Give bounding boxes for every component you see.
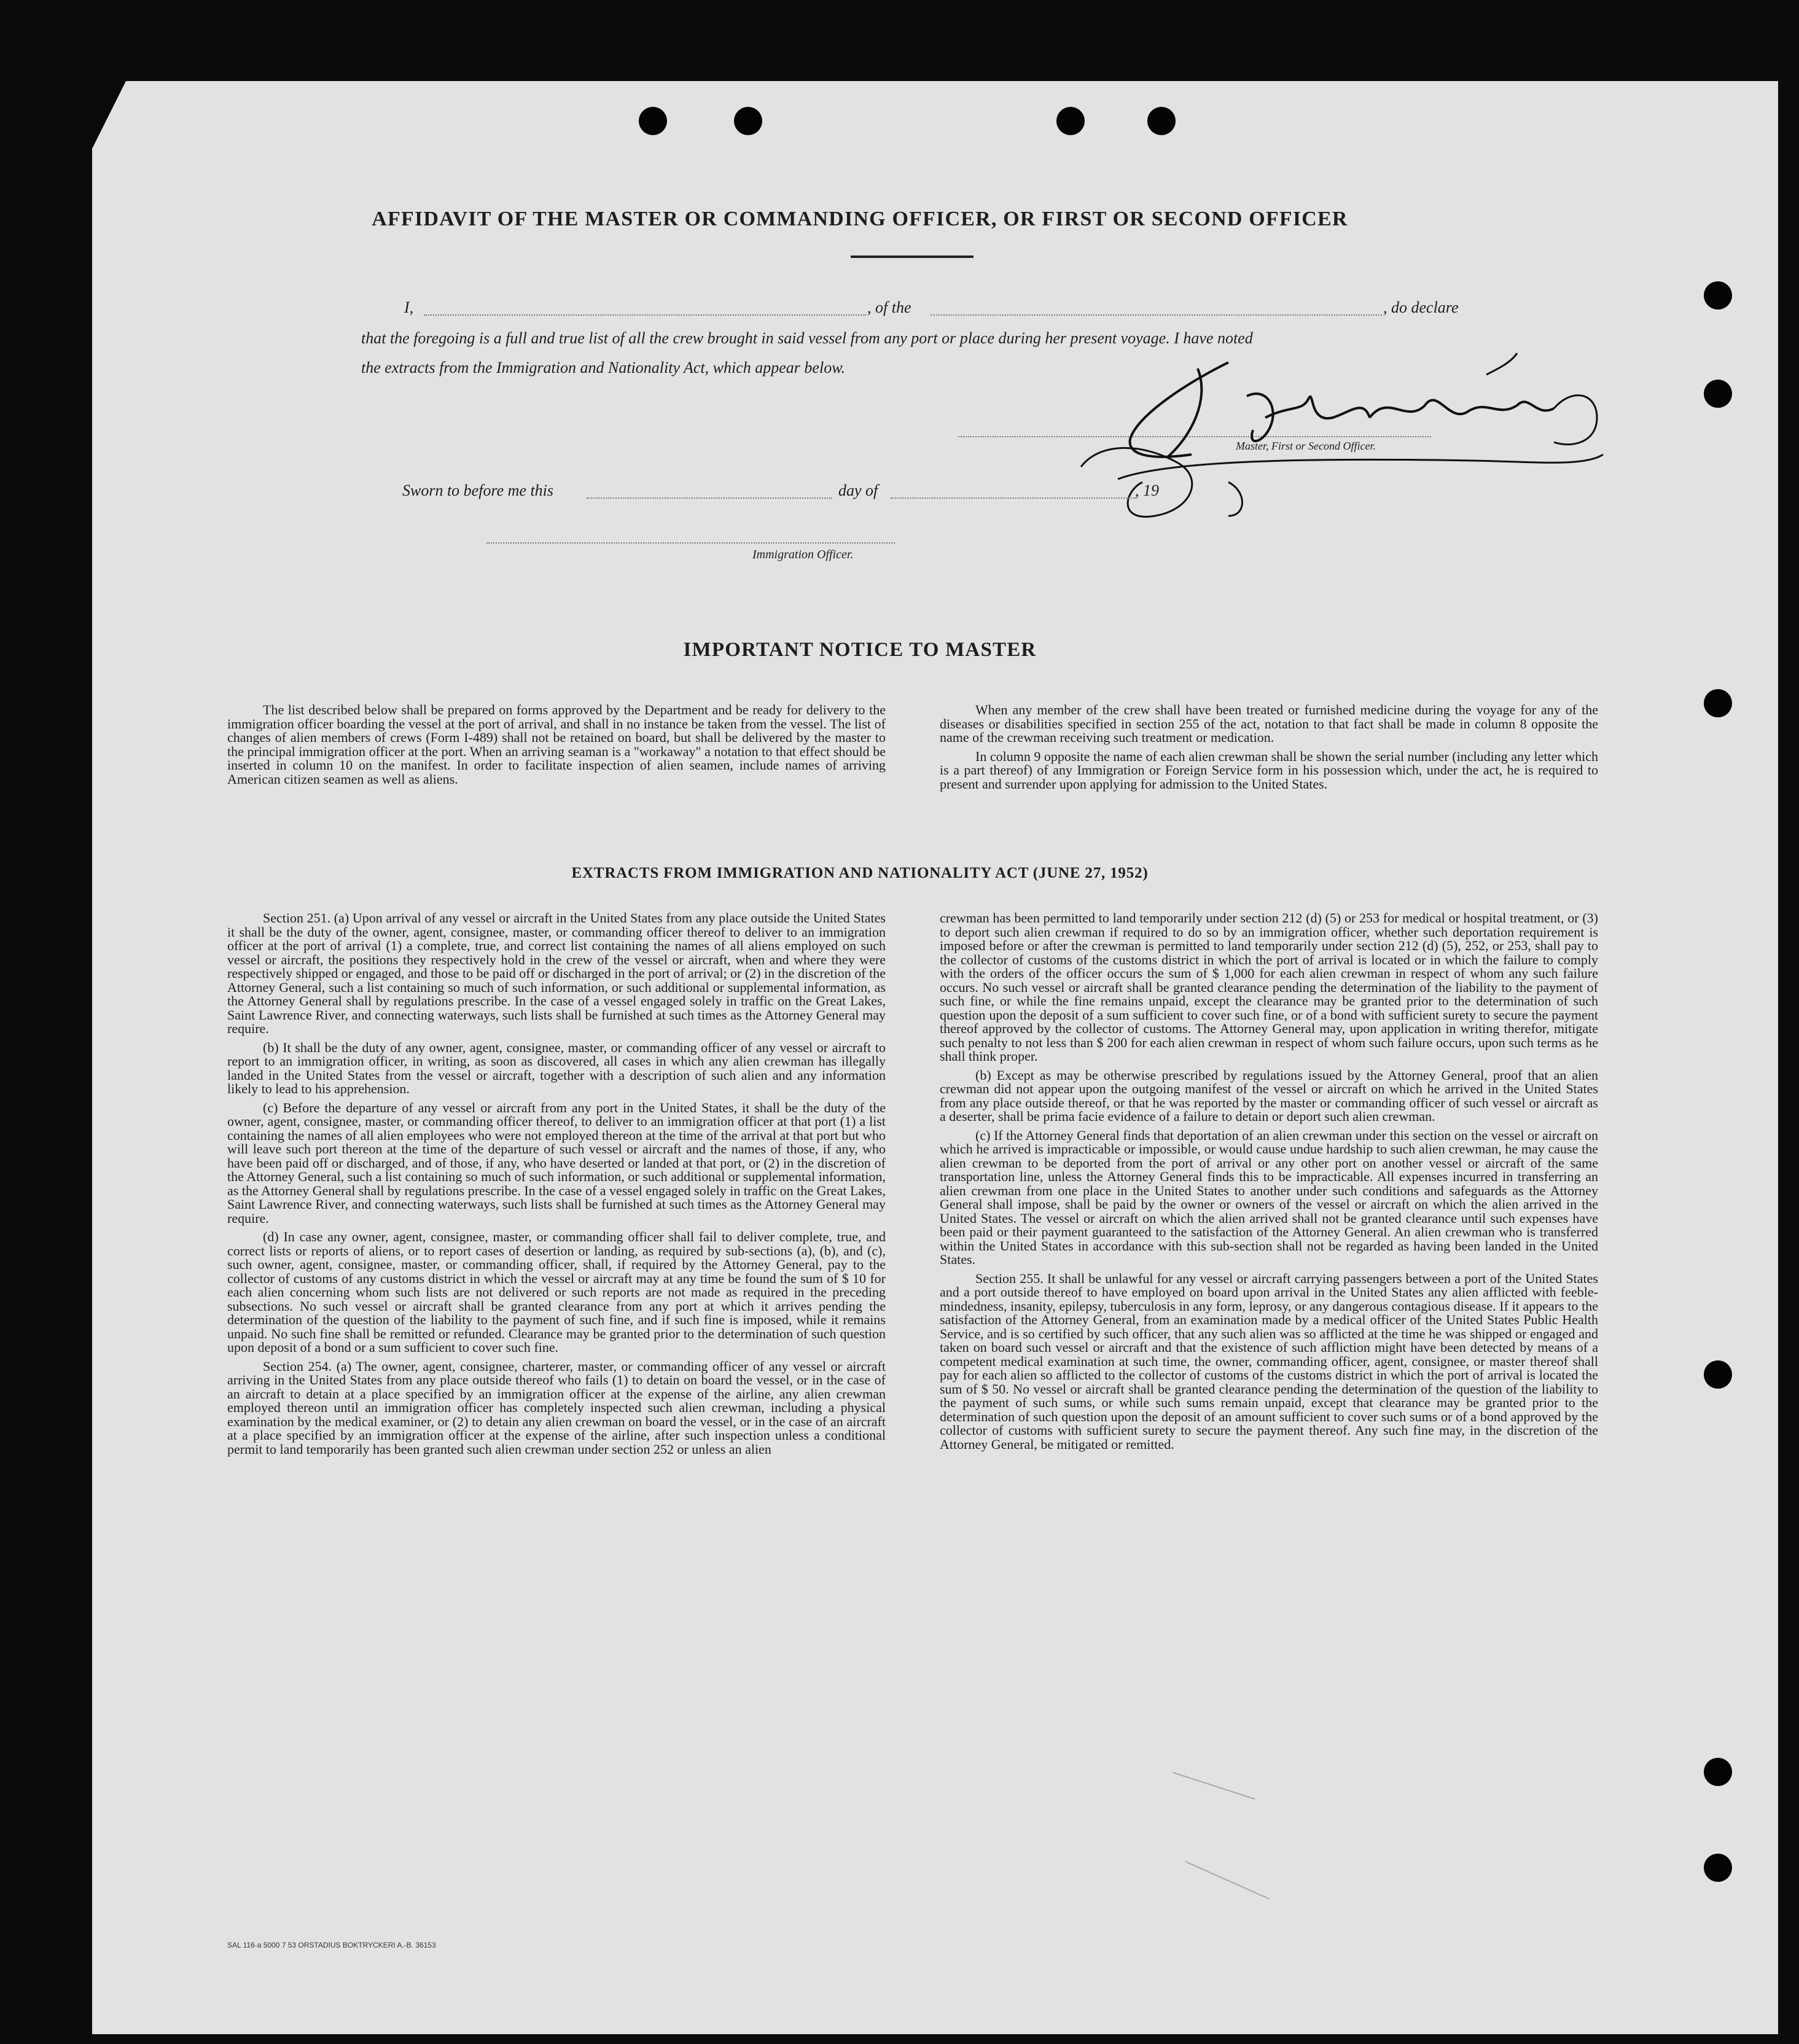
notice-paragraph: When any member of the crew shall have been treated or furnished medicine during the voyage for any of the diseases or disabilities specified in section 255 of the act, notation to that fact shall be made in column 8 opposite the name of the crewman receiving such treatment or medication. bbox=[940, 702, 1598, 745]
punch-hole bbox=[734, 107, 762, 135]
punch-hole bbox=[1704, 689, 1732, 717]
punch-hole bbox=[639, 107, 667, 135]
vessel-blank bbox=[931, 314, 1382, 316]
notice-left-column bbox=[227, 703, 886, 791]
punch-hole bbox=[1704, 1758, 1732, 1786]
name-blank bbox=[424, 314, 866, 316]
day-of-label: day of bbox=[838, 482, 878, 499]
officer-blank bbox=[486, 542, 895, 544]
notice-heading: IMPORTANT NOTICE TO MASTER bbox=[683, 639, 1037, 661]
punch-hole bbox=[1147, 107, 1176, 135]
section-paragraph: (b) Except as may be otherwise prescribed by regulations issued by the Attorney General, proof that an alien crewman did not appear upon the outgoing manifest of the vessel or aircraft on which he arrived in the United States from any place outside thereof, or that he was reported by the master or commanding officer of such vessel or aircraft as a deserter, shall be prima facie evidence of a failure to detain or deport such alien crewman. bbox=[940, 1067, 1598, 1124]
punch-hole bbox=[1704, 281, 1732, 310]
year-label: , 19 bbox=[1135, 482, 1159, 499]
notice-paragraph: In column 9 opposite the name of each alien crewman shall be shown the serial number (including any letter which is a part thereof) of any Immigration or Foreign Service form in his possession which, under the act, he is required to present and surrender upon applying for admission to the United States. bbox=[940, 748, 1598, 792]
form-footer: SAL 116-a 5000 7 53 ORSTADIUS BOKTRYCKERI A.-B. 36153 bbox=[227, 1941, 436, 1949]
extracts-right-column bbox=[940, 911, 1598, 1456]
punch-hole bbox=[1056, 107, 1085, 135]
section-paragraph: (b) It shall be the duty of any owner, agent, consignee, master, or commanding officer of any vessel or aircraft to report to an immigration officer, in writing, as soon as discovered, all cases in which any alien crewman has illegally landed in the United States from the vessel or aircraft, together with a description of such alien and any information likely to lead to his apprehension. bbox=[227, 1039, 886, 1096]
affidavit-heading: AFFIDAVIT OF THE MASTER OR COMMANDING OFFICER, OR FIRST OR SECOND OFFICER bbox=[372, 208, 1348, 230]
sworn-label: Sworn to before me this bbox=[402, 482, 554, 499]
of-the-label: , of the bbox=[867, 298, 911, 316]
signature bbox=[1044, 350, 1621, 528]
section-paragraph: Section 251. (a) Upon arrival of any vessel or aircraft in the United States from any place outside the United States it shall be the duty of the owner, agent, consignee, master, or commanding officer thereof to deliver to an immigration officer at the port of arrival (1) a complete, true, and correct list containing the names of all aliens employed on such vessel or aircraft, the positions they respectively hold in the crew of the vessel or aircraft, when and where they were respectively shipped or engaged, and those to be paid off or discharged in the port of arrival; or (2) in the discretion of the Attorney General, such a list containing so much of such information, or such additional or supplemental information, as the Attorney General shall by regulations prescribe. In the case of a vessel engaged solely in traffic on the Great Lakes, Saint Lawrence River, and connecting waterways, such lists shall be furnished at such times as the Attorney General may require. bbox=[227, 910, 886, 1036]
notice-paragraph: The list described below shall be prepared on forms approved by the Department and be ready for delivery to the immigration officer boarding the vessel at the port of arrival, and shall in no instance be taken from the vessel. The list of changes of alien members of crews (Form I-489) shall not be retained on board, but shall be delivered by the master to the principal immigration officer at the port. When an arriving seaman is a "workaway" a notation to that effect should be inserted in column 10 on the manifest. In order to facilitate inspection of alien seamen, include names of arriving American citizen seamen as well as aliens. bbox=[227, 702, 886, 787]
heading-underline bbox=[851, 256, 974, 258]
section-paragraph: Section 254. (a) The owner, agent, consignee, charterer, master, or commanding officer of any vessel or aircraft arriving in the United States from any place outside thereof who fails (1) to detain on board the vessel, or in the case of an aircraft to detain at a place specified by an immigration officer at the expense of the airline, any alien crewman employed thereon until an immigration officer has completely inspected such alien crewman, including a physical examination by the medical examiner, or (2) to detain any alien crewman on board the vessel, or in the case of an aircraft at a place specified by an immigration officer at the expense of the airline, after such inspection unless a conditional permit to land temporarily has been granted such alien crewman under section 252 or unless an alien bbox=[227, 1358, 886, 1457]
day-blank bbox=[587, 497, 832, 499]
section-paragraph: (d) In case any owner, agent, consignee, master, or commanding officer shall fail to deliver complete, true, and correct lists or reports of aliens, or to report cases of desertion or landing, as required by sub-sections (a), (b), and (c), such owner, agent, consignee, master, or commanding officer, shall, if required by the Attorney General, pay to the collector of customs of any customs district in which the vessel or aircraft may at any time be found the sum of $ 10 for each alien concerning whom such lists are not delivered or such reports are not made as required in the preceding subsections. No such vessel or aircraft shall be granted clearance from any port at which it arrives pending the determination of the question of the liability to the payment of such fine, and if such fine is imposed, while it remains unpaid. No such fine shall be remitted or refunded. Clearance may be granted prior to the determination of such question upon deposit of a bond or a sum sufficient to cover such fine. bbox=[227, 1229, 886, 1355]
section-paragraph: Section 255. It shall be unlawful for any vessel or aircraft carrying passengers between a port of the United States and a port outside thereof to have employed on board upon arrival in the United States any alien afflicted with feeble-mindedness, insanity, epilepsy, tuberculosis in any form, leprosy, or any dangerous contagious disease. If it appears to the satisfaction of the Attorney General, from an examination made by a medical officer of the United States Public Health Service, and is so certified by such officer, that any such alien was so afflicted at the time he was shipped or engaged and taken on board such vessel or aircraft and that the existence of such affliction might have been detected by means of a competent medical examination at such time, the owner, commanding officer, agent, consignee, or master thereof shall pay for each alien so afflicted to the collector of customs of the customs district in which the port of arrival is located the sum of $ 50. No vessel or aircraft shall be granted clearance pending the determination of the question of the liability to the payment of such sums, or while such sums remain unpaid, except that clearance may be granted prior to the determination of such question upon the deposit of an amount sufficient to cover such sums or of a bond approved by the collector of customs with sufficient surety to secure the payment thereof. Any such fine may, in the discretion of the Attorney General, be mitigated or remitted. bbox=[940, 1270, 1598, 1452]
extracts-left-column bbox=[227, 911, 886, 1461]
punch-hole bbox=[1704, 380, 1732, 408]
do-declare-label: , do declare bbox=[1383, 298, 1459, 316]
signature-caption: Master, First or Second Officer. bbox=[1236, 440, 1376, 452]
extracts-heading: EXTRACTS FROM IMMIGRATION AND NATIONALITY ACT (JUNE 27, 1952) bbox=[571, 865, 1149, 881]
declaration-line-3: the extracts from the Immigration and Nationality Act, which appear below. bbox=[361, 359, 846, 376]
section-paragraph: (c) If the Attorney General finds that deportation of an alien crewman under this section on the vessel or aircraft on which he arrived is impracticable or impossible, or would cause undue hardship to such alien crewman, he may cause the alien crewman to be deported from the port of arrival or any other port on another vessel or aircraft of the same transportation line, unless the Attorney General finds this to be impracticable. All expenses incurred in transferring an alien crewman from one place in the United States to another under such conditions and safeguards as the Attorney General shall impose, shall be paid by the owner or owners of the vessel or aircraft on which the alien arrived in the United States. The vessel or aircraft on which the alien arrived shall not be granted clearance until such expenses have been paid or their payment guaranteed to the satisfaction of the Attorney General. An alien crewman who is transferred within the United States in accordance with this sub-section shall not be regarded as having been landed in the United States. bbox=[940, 1127, 1598, 1267]
section-paragraph: crewman has been permitted to land temporarily under section 212 (d) (5) or 253 for medical or hospital treatment, or (3) to deport such alien crewman if required to do so by an immigration officer, whether such deportation requirement is imposed before or after the crewman is permitted to land temporarily under section 212 (d) (5), 252, or 253, shall pay to the collector of customs of the customs district in which the port of arrival is located or in which the failure to comply with the orders of the officer occurs the sum of $ 1,000 for each alien crewman in respect of whom any such failure occurs. No such vessel or aircraft shall be granted clearance pending the determination of the liability to the payment of such fine, or while the fine remains unpaid, except the clearance may be granted prior to the determination of such question upon the deposit of a sum sufficient to cover such fine, or of a bond with sufficient surety to secure the payment thereof approved by the collector of customs. The Attorney General may, upon application in writing therefor, mitigate such penalty to not less than $ 200 for each alien crewman in respect of whom such failure occurs, upon such terms as he shall think proper. bbox=[940, 910, 1598, 1064]
declaration-line-2: that the foregoing is a full and true list of all the crew brought in said vessel from any port or place during her present voyage. I have noted bbox=[361, 329, 1253, 347]
notice-right-column bbox=[940, 703, 1598, 796]
folded-corner bbox=[92, 81, 126, 149]
month-blank bbox=[891, 497, 1136, 499]
punch-hole bbox=[1704, 1360, 1732, 1389]
section-paragraph: (c) Before the departure of any vessel or aircraft from any port in the United States, it shall be the duty of the owner, agent, consignee, master, or commanding officer thereof, to deliver to an immigration officer at that port (1) a list containing the names of all alien employees who were not employed thereon at the time of the arrival at that port but who will leave such port thereon at the time of the departure of such vessel or aircraft and the names of those, if any, who have been paid off or discharged, and of those, if any, who have deserted or landed at that port, or (2) in the discretion of the Attorney General, such a list containing so much of such information, or such additional or supplemental information, as the Attorney General shall by regulations prescribe. In the case of a vessel engaged solely in traffic on the Great Lakes, Saint Lawrence River, and connecting waterways, such lists shall be furnished at such times as the Attorney General may require. bbox=[227, 1099, 886, 1226]
i-label: I, bbox=[404, 298, 414, 316]
officer-caption: Immigration Officer. bbox=[752, 548, 854, 561]
punch-hole bbox=[1704, 1854, 1732, 1882]
